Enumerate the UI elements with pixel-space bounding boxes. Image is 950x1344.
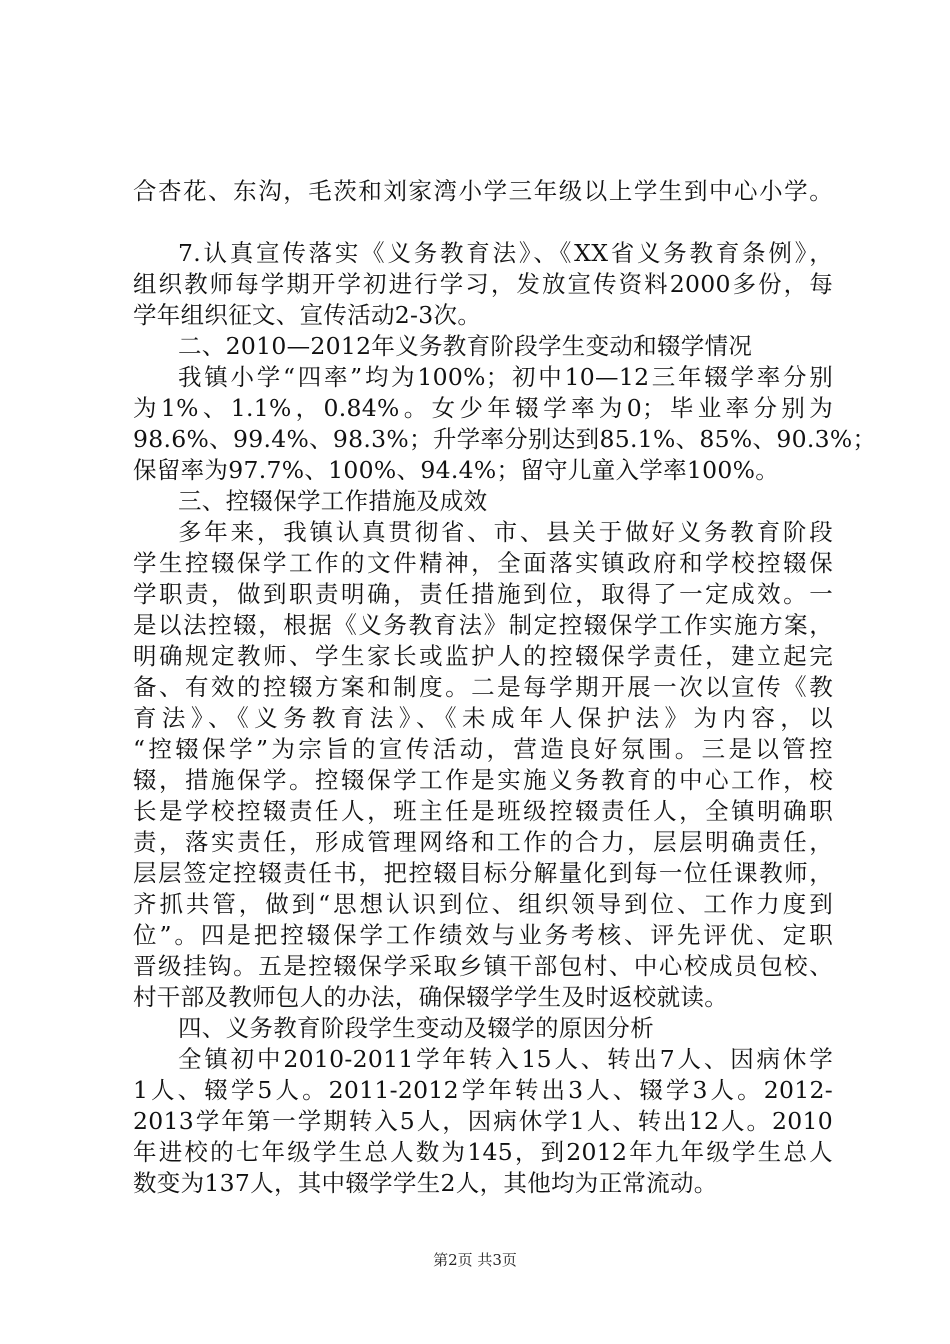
text-line: 2013学年第一学期转入5人，因病休学1人、转出12人。2010 xyxy=(133,1107,833,1135)
text-line: 为1%、1.1%，0.84%。女少年辍学率为0；毕业率分别为 xyxy=(133,394,833,422)
text-line: 组织教师每学期开学初进行学习，发放宣传资料2000多份，每 xyxy=(133,270,833,298)
text-line: 学生控辍保学工作的文件精神，全面落实镇政府和学校控辍保 xyxy=(133,549,833,577)
text-line: 1人、辍学5人。2011-2012学年转出3人、辍学3人。2012- xyxy=(133,1076,833,1104)
text-line: 年进校的七年级学生总人数为145，到2012年九年级学生总人 xyxy=(133,1138,833,1166)
text-line: 责，落实责任，形成管理网络和工作的合力，层层明确责任， xyxy=(133,828,833,856)
text-line: 辍，措施保学。控辍保学工作是实施义务教育的中心工作，校 xyxy=(133,766,833,794)
text-line: 长是学校控辍责任人，班主任是班级控辍责任人，全镇明确职 xyxy=(133,797,833,825)
text-line: “控辍保学”为宗旨的宣传活动，营造良好氛围。三是以管控 xyxy=(133,735,833,763)
section-heading: 三、控辍保学工作措施及成效 xyxy=(178,487,488,515)
text-line: 合杏花、东沟，毛茨和刘家湾小学三年级以上学生到中心小学。 xyxy=(133,177,833,205)
text-line: 晋级挂钩。五是控辍保学采取乡镇干部包村、中心校成员包校、 xyxy=(133,952,833,980)
text-line: 齐抓共管，做到“思想认识到位、组织领导到位、工作力度到 xyxy=(133,890,833,918)
text-line: 备、有效的控辍方案和制度。二是每学期开展一次以宣传《教 xyxy=(133,673,833,701)
text-line: 我镇小学“四率”均为100%；初中10—12三年辍学率分别 xyxy=(178,363,833,391)
text-line: 育法》、《义务教育法》、《未成年人保护法》为内容，以 xyxy=(133,704,833,732)
text-line: 98.6%、99.4%、98.3%；升学率分别达到85.1%、85%、90.3%； xyxy=(133,425,877,453)
section-heading: 四、义务教育阶段学生变动及辍学的原因分析 xyxy=(178,1014,654,1042)
text-line: 多年来，我镇认真贯彻省、市、县关于做好义务教育阶段 xyxy=(178,518,833,546)
text-line: 学年组织征文、宣传活动2-3次。 xyxy=(133,301,482,329)
text-line: 数变为137人，其中辍学学生2人，其他均为正常流动。 xyxy=(133,1169,718,1197)
text-line: 全镇初中2010-2011学年转入15人、转出7人、因病休学 xyxy=(178,1045,833,1073)
text-line: 7.认真宣传落实《义务教育法》、《XX省义务教育条例》， xyxy=(178,239,833,267)
text-line: 位”。四是把控辍保学工作绩效与业务考核、评先评优、定职 xyxy=(133,921,833,949)
text-line: 学职责，做到职责明确，责任措施到位，取得了一定成效。一 xyxy=(133,580,833,608)
text-line: 层层签定控辍责任书，把控辍目标分解量化到每一位任课教师， xyxy=(133,859,833,887)
text-line: 保留率为97.7%、100%、94.4%；留守儿童入学率100%。 xyxy=(133,456,780,484)
page-number-footer: 第2页 共3页 xyxy=(433,1251,517,1269)
text-line: 是以法控辍，根据《义务教育法》制定控辍保学工作实施方案， xyxy=(133,611,833,639)
section-heading: 二、2010—2012年义务教育阶段学生变动和辍学情况 xyxy=(178,332,753,360)
text-line: 明确规定教师、学生家长或监护人的控辍保学责任，建立起完 xyxy=(133,642,833,670)
text-line: 村干部及教师包人的办法，确保辍学学生及时返校就读。 xyxy=(133,983,728,1011)
